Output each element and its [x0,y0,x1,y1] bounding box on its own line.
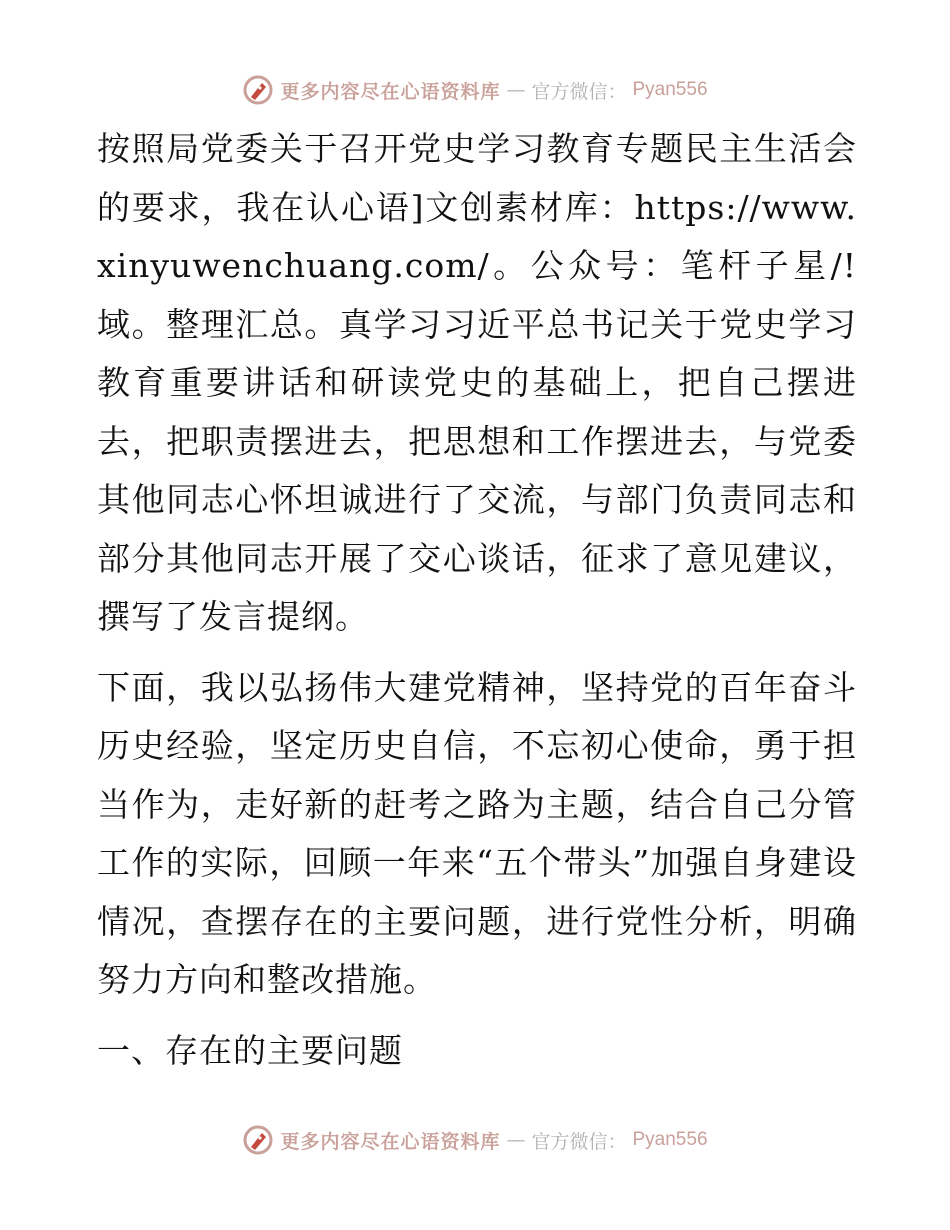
watermark-brand-text: 更多内容尽在心语资料库 [280,1130,501,1153]
watermark-group [242,1124,707,1156]
watermark-separator: — [506,1129,526,1151]
footer-watermark-banner [0,1120,950,1160]
paragraph-intro: 按照局党委关于召开党史学习教育专题民主生活会的要求，我在认心语]文创素材库：https://www.xinyuwenchuang.com/。公众号：笔杆子星/!域。整理汇总。真学习习近平总书记关于党史学习教育重要讲话和研读党史的基础上，把自己摆进去，把职责摆进去，把思想和工作摆进去，与党委其他同志心怀坦诚进行了交流，与部门负责同志和部分其他同志开展了交心谈话，征求了意见建议，撰写了发言提纲。 [97,129,857,636]
section-heading-main-problems: 一、存在的主要问题 [97,1030,403,1070]
watermark-brand-text: 更多内容尽在心语资料库 [280,80,501,103]
header-watermark-banner [0,70,950,110]
watermark-wechat-handle: Pyan556 [632,79,708,100]
watermark-separator: — [506,79,526,101]
document-body [97,120,857,1080]
pen-nib-logo-icon [242,74,274,106]
pen-nib-logo-icon [242,1124,274,1156]
watermark-wechat-handle: Pyan556 [632,1129,708,1150]
watermark-group [242,74,707,106]
watermark-wechat-label: 官方微信： [531,1130,627,1153]
watermark-wechat-label: 官方微信： [531,80,627,103]
paragraph-theme: 下面，我以弘扬伟大建党精神，坚持党的百年奋斗历史经验，坚定历史自信，不忘初心使命，勇于担当作为，走好新的赶考之路为主题，结合自己分管工作的实际，回顾一年来“五个带头”加强自身建设情况，查摆存在的主要问题，进行党性分析，明确努力方向和整改措施。 [97,667,857,999]
